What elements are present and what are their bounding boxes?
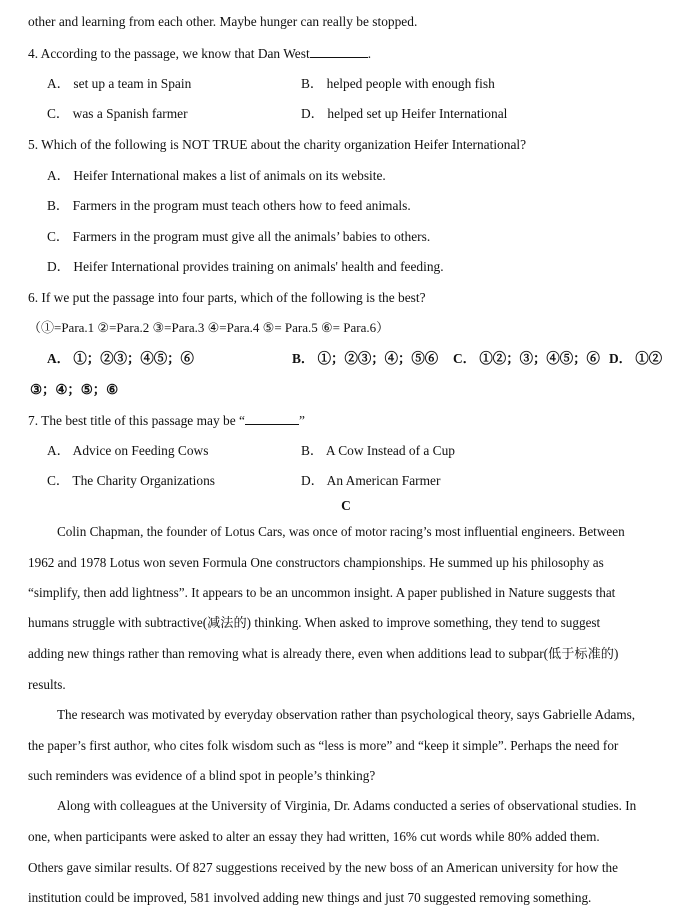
- question-5-option-c: C． Farmers in the program must give all the animals’ babies to others.: [47, 229, 431, 244]
- paragraph-line: adding new things rather than removing what is already there, even when additions lead to subpar(低于标准的): [28, 646, 619, 661]
- question-6-option-d: D． ①②: [609, 351, 663, 366]
- question-7-option-a: A． Advice on Feeding Cows: [47, 443, 209, 458]
- paragraph-line: Along with colleagues at the University of Virginia, Dr. Adams conducted a series of observational studies. In: [57, 798, 637, 813]
- question-4-option-b: B． helped people with enough fish: [301, 76, 495, 91]
- question-7-stem-text: 7. The best title of this passage may be “: [28, 413, 245, 428]
- paragraph-line: the paper’s first author, who cites folk wisdom such as “less is more” and “keep it simple”. Perhaps the need for: [28, 738, 619, 753]
- question-7-option-c: C． The Charity Organizations: [47, 473, 215, 488]
- question-5-option-b: B． Farmers in the program must teach others how to feed animals.: [47, 198, 411, 213]
- paragraph-line: one, when participants were asked to alter an essay they had written, 16% cut words while 80% added them.: [28, 829, 600, 844]
- question-7-option-b: B． A Cow Instead of a Cup: [301, 443, 455, 458]
- answer-blank: [245, 411, 299, 425]
- paragraph-line: “simplify, then add lightness”. It appears to be an uncommon insight. A paper published in Nature suggests that: [28, 585, 616, 600]
- paragraph-line: results.: [28, 677, 66, 692]
- question-5-option-d: D． Heifer International provides training on animals' health and feeding.: [47, 259, 444, 274]
- paragraph-line: humans struggle with subtractive(减法的) thinking. When asked to improve something, they tend to suggest: [28, 615, 601, 630]
- question-5-stem: 5. Which of the following is NOT TRUE about the charity organization Heifer International?: [28, 137, 527, 152]
- question-6-option-b: B． ①；②③；④；⑤⑥: [292, 351, 439, 366]
- question-4-option-d: D． helped set up Heifer International: [301, 106, 508, 121]
- question-4-option-a: A． set up a team in Spain: [47, 76, 192, 91]
- answer-blank: [310, 44, 368, 58]
- question-6-option-c: C． ①②；③；④⑤；⑥: [453, 351, 600, 366]
- question-4-stem-end: .: [367, 46, 372, 61]
- paragraph-line: The research was motivated by everyday observation rather than psychological theory, says Gabrielle Adams,: [57, 707, 636, 722]
- paragraph-line: Colin Chapman, the founder of Lotus Cars, was once of motor racing’s most influential engineers. Between: [57, 524, 625, 539]
- paragraph-line: Others gave similar results. Of 827 suggestions received by the new boss of an American university for how the: [28, 860, 619, 875]
- paragraph-line: 1962 and 1978 Lotus won seven Formula One constructors championships. He summed up his philosophy as: [28, 555, 604, 570]
- question-5-option-a: A． Heifer International makes a list of animals on its website.: [47, 168, 386, 183]
- question-4-option-c: C． was a Spanish farmer: [47, 106, 188, 121]
- question-6-key: （①=Para.1 ②=Para.2 ③=Para.3 ④=Para.4 ⑤= Para.5 ⑥= Para.6）: [28, 320, 390, 335]
- question-6-option-a: A． ①；②③；④⑤；⑥: [47, 351, 194, 366]
- question-4-stem: [28, 44, 371, 63]
- question-6-stem: 6. If we put the passage into four parts, which of the following is the best?: [28, 290, 426, 305]
- section-heading: C: [341, 498, 351, 513]
- paragraph-line: such reminders was evidence of a blind spot in people’s thinking?: [28, 768, 376, 783]
- paragraph-line: institution could be improved, 581 involved adding new things and just 70 suggested removing something.: [28, 890, 592, 905]
- question-7-stem-end: ”: [298, 413, 305, 428]
- question-7-option-d: D． An American Farmer: [301, 473, 441, 488]
- question-7-stem: [28, 411, 305, 430]
- intro-tail: other and learning from each other. Maybe hunger can really be stopped.: [28, 14, 418, 29]
- question-4-stem-text: 4. According to the passage, we know that Dan West: [28, 46, 310, 61]
- question-6-option-d-continued: ③；④；⑤；⑥: [30, 382, 119, 397]
